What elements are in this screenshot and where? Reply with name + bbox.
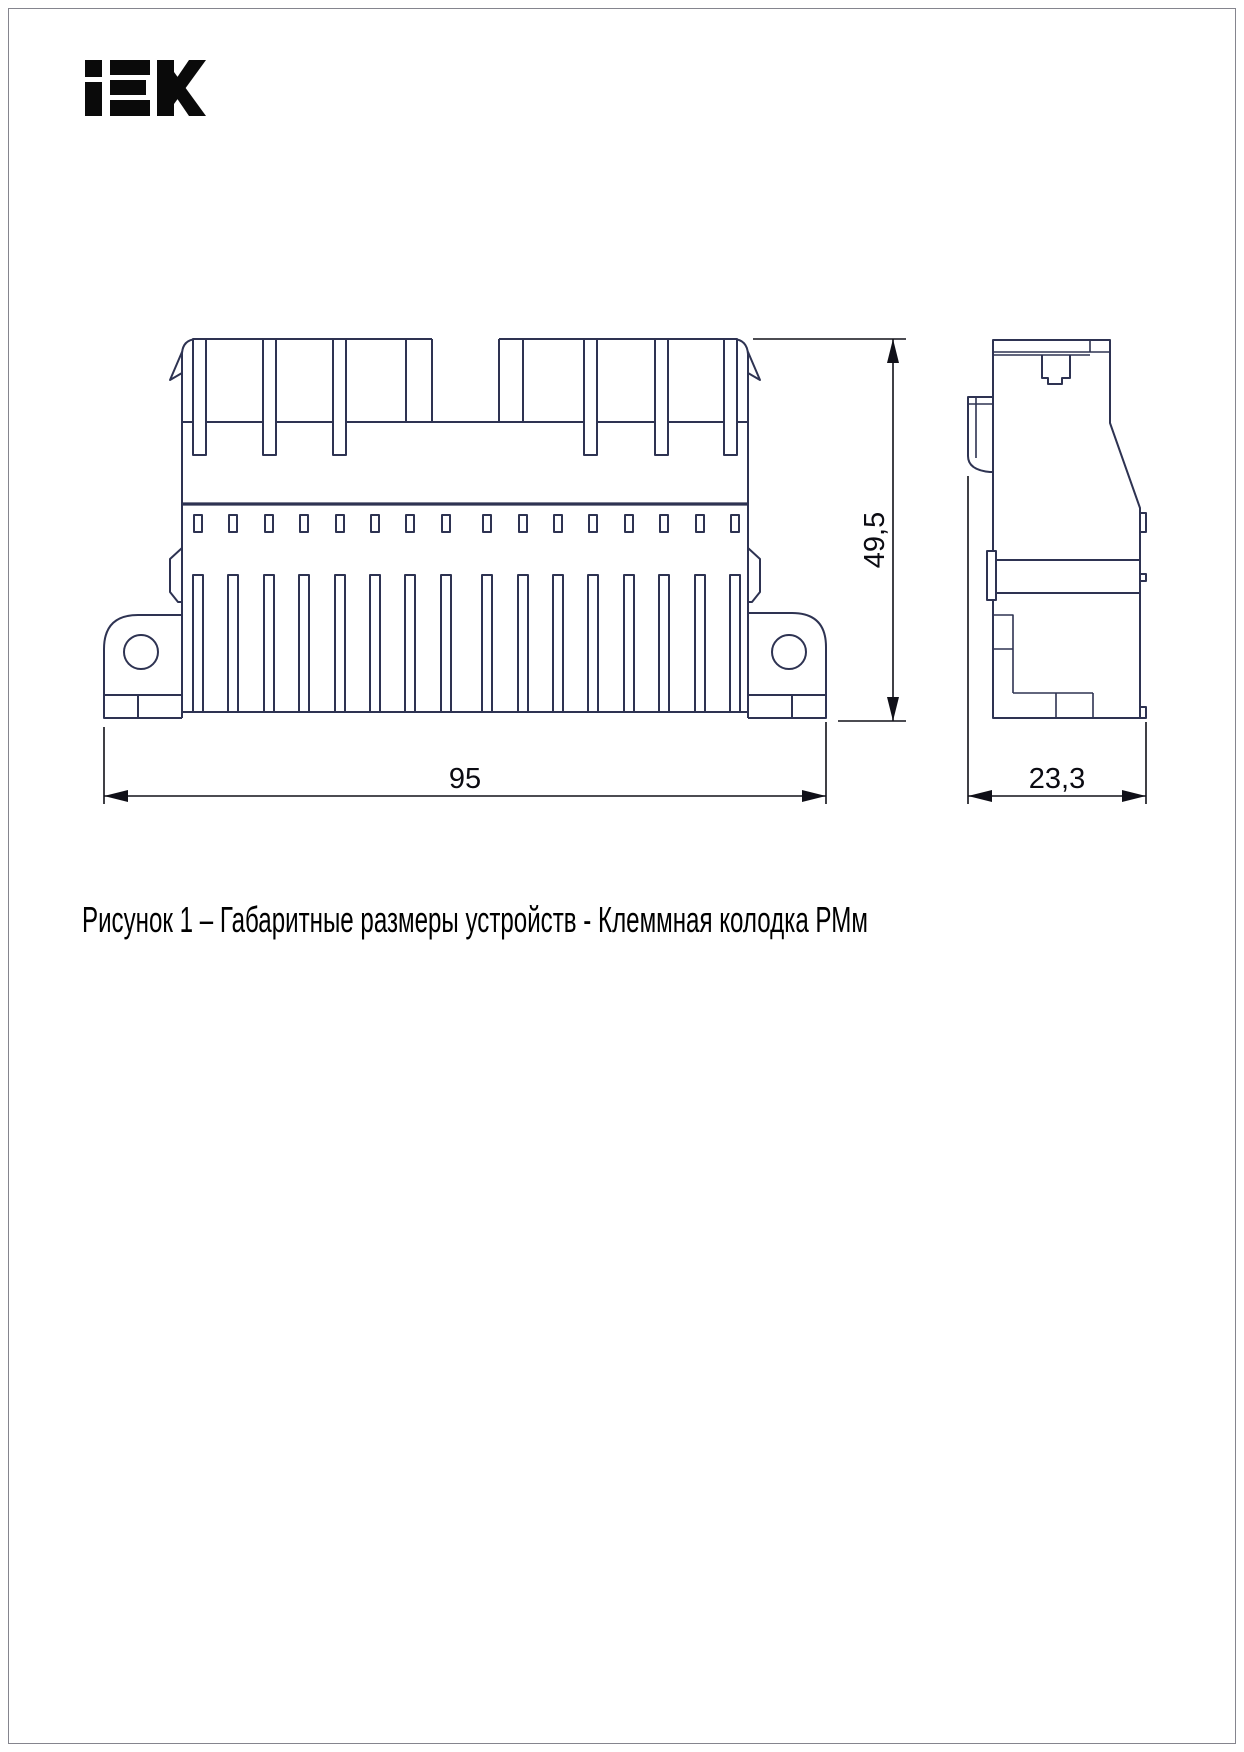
slot: [442, 515, 450, 532]
tooth: [655, 339, 668, 455]
logo-e-bar: [110, 60, 150, 75]
slot: [194, 515, 202, 532]
fin: [264, 575, 274, 712]
slot: [371, 515, 379, 532]
front-view: [104, 339, 826, 718]
slot: [336, 515, 344, 532]
dimension-depth-label: 23,3: [1028, 763, 1086, 795]
fin: [370, 575, 380, 712]
terminal-slots: [194, 515, 739, 532]
arrowhead-left: [968, 790, 992, 802]
dimension-width: [104, 722, 826, 804]
fin: [335, 575, 345, 712]
slot: [406, 515, 414, 532]
arrowhead-right: [1122, 790, 1146, 802]
fin: [659, 575, 669, 712]
logo-i-bar: [85, 82, 102, 116]
tooth: [263, 339, 276, 455]
right-clip-bump: [748, 548, 760, 602]
logo-e-bar: [110, 100, 150, 116]
fin: [405, 575, 415, 712]
side-left-tab: [968, 397, 993, 472]
side-right-tab: [1140, 574, 1146, 581]
right-latch-flap: [748, 352, 760, 380]
fins: [193, 575, 740, 712]
logo-k-bar: [157, 60, 174, 116]
fin: [624, 575, 634, 712]
top-band-posts: [406, 339, 523, 421]
right-ear-foot-lines: [748, 695, 826, 718]
dimension-height-label: 49,5: [859, 511, 891, 569]
fin: [482, 575, 492, 712]
side-band-left-rect: [987, 551, 996, 600]
logo-i-dot: [85, 60, 102, 77]
figure-caption: Рисунок 1 – Габаритные размеры устройств - Клеммная колодка РМм: [82, 899, 868, 940]
slot: [660, 515, 668, 532]
logo-e-bar: [110, 80, 146, 95]
fin: [193, 575, 203, 712]
tooth: [333, 339, 346, 455]
fin: [730, 575, 740, 712]
fin: [228, 575, 238, 712]
tooth: [724, 339, 737, 455]
tooth: [193, 339, 206, 455]
arrowhead-left: [104, 790, 128, 802]
arrowhead-down: [887, 697, 899, 721]
slot: [554, 515, 562, 532]
din-clip-hook: [1042, 355, 1070, 384]
fin: [518, 575, 528, 712]
left-latch-flap: [170, 352, 182, 380]
left-clip-bump: [170, 548, 182, 602]
fin: [441, 575, 451, 712]
slot: [483, 515, 491, 532]
slot: [589, 515, 597, 532]
mounting-hole: [772, 635, 806, 669]
top-step: [1090, 340, 1110, 352]
tooth: [584, 339, 597, 455]
slot: [696, 515, 704, 532]
side-band-lines: [993, 560, 1140, 593]
dimension-width-label: 95: [448, 763, 482, 795]
left-ear-foot-lines: [104, 695, 182, 718]
arrowhead-up: [887, 339, 899, 363]
slot: [300, 515, 308, 532]
side-outline: [993, 340, 1140, 718]
mounting-hole: [124, 635, 158, 669]
right-mounting-ear: [748, 613, 826, 718]
fin: [299, 575, 309, 712]
side-bottom-steps: [993, 615, 1093, 718]
dimension-depth: [968, 476, 1146, 804]
fin: [588, 575, 598, 712]
iek-logo: [85, 60, 206, 116]
slot: [265, 515, 273, 532]
left-mounting-ear: [104, 615, 182, 718]
side-view: [968, 340, 1146, 718]
top-double-line: [993, 352, 1090, 355]
side-right-tab: [1140, 513, 1146, 532]
top-teeth: [193, 339, 737, 455]
side-right-foot: [1140, 707, 1146, 718]
fin: [695, 575, 705, 712]
slot: [731, 515, 739, 532]
fin: [553, 575, 563, 712]
slot: [229, 515, 237, 532]
depth-extension-lines: [968, 476, 1146, 804]
slot: [519, 515, 527, 532]
arrowhead-right: [802, 790, 826, 802]
slot: [625, 515, 633, 532]
